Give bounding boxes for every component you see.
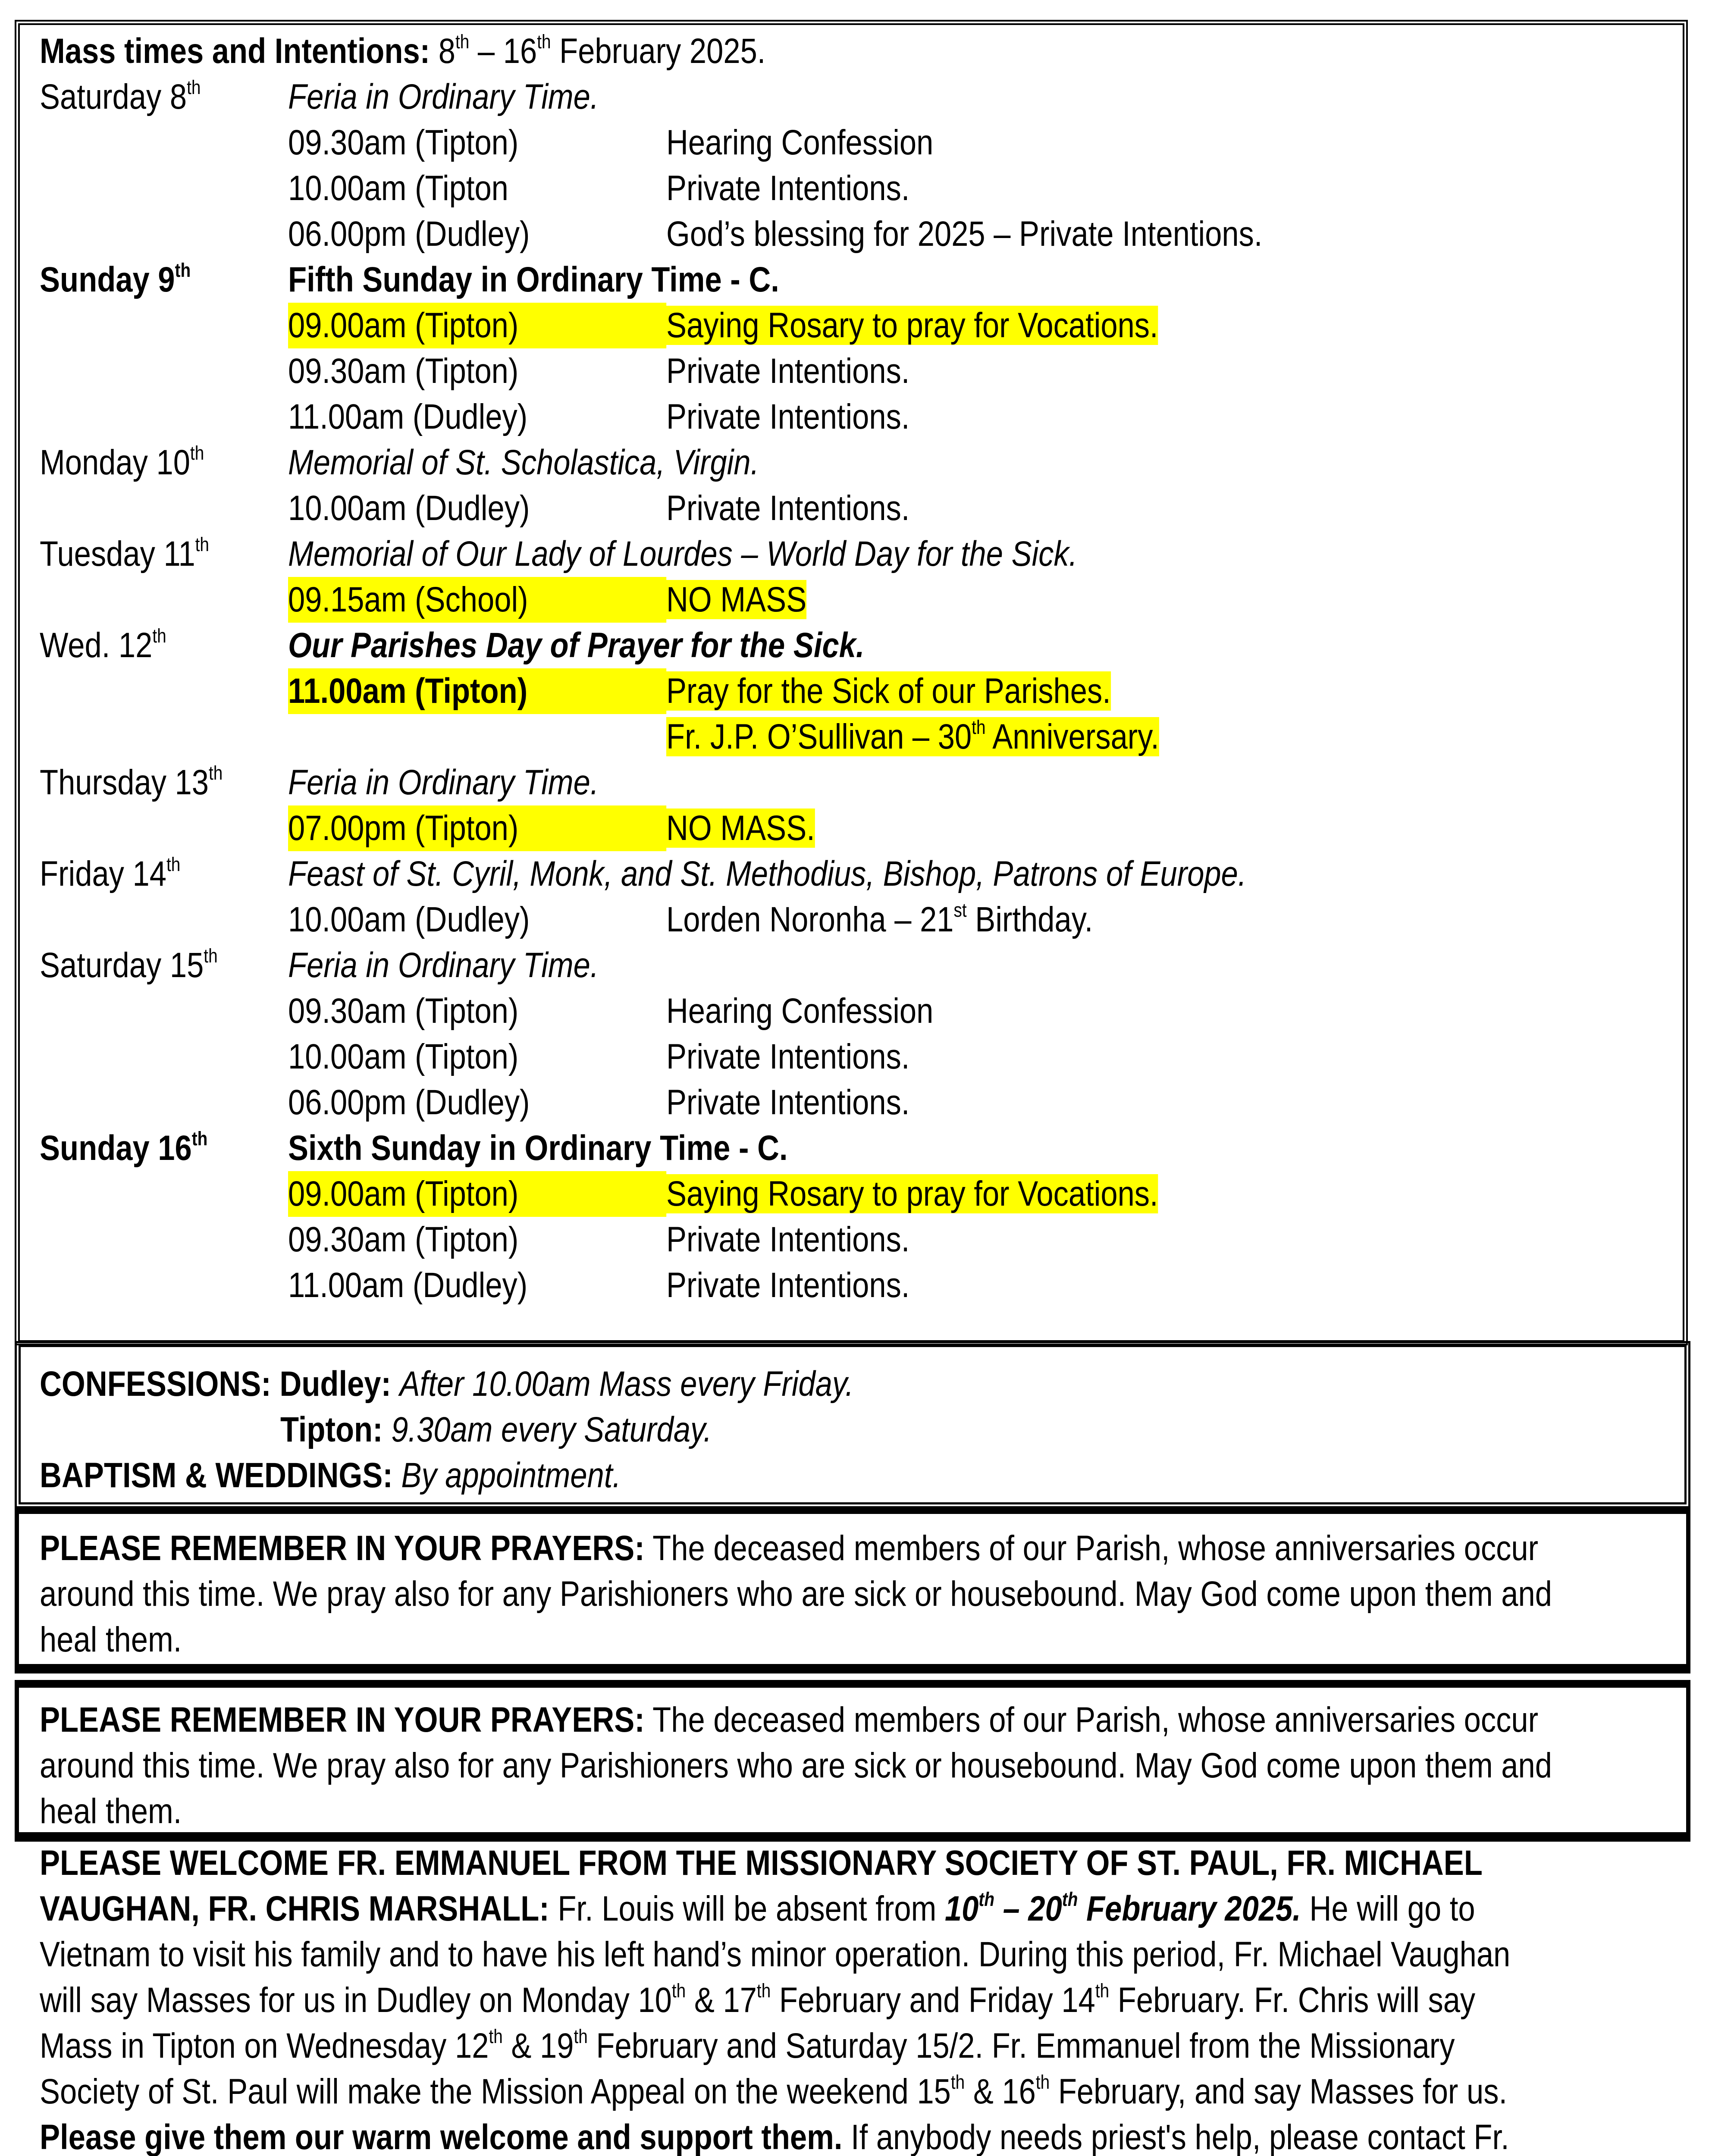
prayers-line: The deceased members of our Parish, whose anniversaries occur bbox=[652, 1529, 1539, 1568]
mass-intention-value: NO MASS. bbox=[666, 808, 815, 848]
celebration-text: Sixth Sunday in Ordinary Time - C. bbox=[288, 1128, 788, 1168]
day-name-text: Sunday 9 bbox=[40, 260, 175, 299]
mass-heading-dates: 8 bbox=[438, 31, 455, 71]
mass-time-text bbox=[288, 668, 666, 714]
mass-time bbox=[288, 897, 569, 943]
welcome-text: If anybody needs priest's help, please contact Fr. bbox=[842, 2118, 1509, 2156]
mass-intention-text bbox=[666, 486, 909, 531]
day-name-text: Sunday 16 bbox=[40, 1128, 192, 1168]
day-suffix: th bbox=[175, 259, 191, 282]
mass-time-text bbox=[288, 303, 666, 348]
celebration-text: Memorial of Our Lady of Lourdes – World Day for the Sick. bbox=[288, 534, 1078, 573]
mass-intention bbox=[666, 1217, 949, 1263]
schedule-line-text bbox=[40, 28, 765, 74]
mass-intention-text bbox=[666, 211, 1263, 257]
mass-time-text bbox=[288, 897, 530, 943]
day-suffix: th bbox=[166, 853, 181, 876]
mass-intention-value: Private Intentions. bbox=[666, 397, 910, 436]
mass-time-value: 10.00am (Dudley) bbox=[288, 900, 530, 939]
mass-time-value: 11.00am (Dudley) bbox=[288, 397, 528, 436]
prayers-text-2 bbox=[40, 1697, 1670, 1834]
mass-intention-text bbox=[666, 897, 1093, 943]
mass-intention-value: Hearing Confession bbox=[666, 991, 934, 1031]
prayers-text-1 bbox=[40, 1526, 1670, 1663]
mass-time bbox=[288, 668, 728, 714]
mass-intention bbox=[666, 577, 829, 623]
mass-intention-text bbox=[666, 394, 909, 440]
intention-suffix: th bbox=[972, 716, 986, 739]
intention-part: Birthday. bbox=[966, 900, 1093, 939]
mass-time-text bbox=[288, 1171, 666, 1217]
mass-time bbox=[288, 486, 569, 531]
mass-intention bbox=[666, 120, 977, 166]
day-suffix: th bbox=[187, 76, 201, 99]
mass-intention-value: Private Intentions. bbox=[666, 1037, 910, 1076]
day-label bbox=[40, 257, 215, 303]
celebration-text: Feria in Ordinary Time. bbox=[288, 763, 599, 802]
welcome-support-text: Please give them our warm welcome and support them. bbox=[40, 2118, 843, 2156]
mass-intention bbox=[666, 211, 1360, 257]
day-label bbox=[40, 623, 187, 668]
day-label bbox=[40, 531, 237, 577]
absence-dates: 10th – 20th February 2025. bbox=[944, 1888, 1301, 1928]
day-label bbox=[40, 760, 252, 805]
confessions-label: CONFESSIONS: bbox=[40, 1364, 271, 1404]
day-name-text: Tuesday 11 bbox=[40, 534, 195, 573]
confessions-tipton-text: 9.30am every Saturday. bbox=[391, 1410, 712, 1449]
mass-heading-label: Mass times and Intentions: bbox=[40, 31, 430, 71]
confessions-line bbox=[40, 1361, 986, 1407]
mass-intention-text bbox=[666, 988, 933, 1034]
mass-heading-dates: – 16 bbox=[469, 31, 537, 71]
mass-intention bbox=[666, 348, 949, 394]
mass-intention-text bbox=[666, 166, 909, 211]
mass-time-text bbox=[288, 394, 527, 440]
welcome-text: Fr. Louis will be absent from bbox=[549, 1889, 945, 1928]
welcome-text: He will go to bbox=[1301, 1889, 1475, 1928]
mass-time-text bbox=[288, 1034, 518, 1080]
mass-time bbox=[288, 166, 544, 211]
celebration-text: Fifth Sunday in Ordinary Time - C. bbox=[288, 260, 779, 299]
mass-intention-text bbox=[666, 577, 806, 623]
day-name-text: Thursday 13 bbox=[40, 763, 209, 802]
mass-heading-dates: th bbox=[455, 31, 470, 53]
celebration bbox=[288, 1125, 869, 1171]
prayers-line: heal them. bbox=[40, 1792, 182, 1831]
intention-part: Lorden Noronha – 21 bbox=[666, 900, 954, 939]
mass-intention-value: Private Intentions. bbox=[666, 169, 910, 208]
celebration bbox=[288, 623, 958, 668]
day-name bbox=[40, 623, 166, 668]
mass-intention-text bbox=[666, 714, 1159, 760]
mass-time-value: 11.00am (Tipton) bbox=[288, 668, 666, 714]
confessions-tipton-line bbox=[280, 1407, 782, 1453]
mass-time-text bbox=[288, 1217, 518, 1263]
mass-intention-text bbox=[666, 1217, 909, 1263]
day-name-text: Saturday 8 bbox=[40, 77, 187, 116]
celebration-text: Feria in Ordinary Time. bbox=[288, 77, 599, 116]
mass-time bbox=[288, 988, 556, 1034]
mass-intention bbox=[666, 1080, 949, 1125]
mass-intention bbox=[666, 303, 1238, 348]
celebration-text: Memorial of St. Scholastica, Virgin. bbox=[288, 443, 759, 482]
day-name bbox=[40, 440, 204, 486]
prayers-line: heal them. bbox=[40, 1620, 182, 1659]
mass-intention-value: God’s blessing for 2025 – Private Intentions. bbox=[666, 214, 1263, 254]
prayers-line: The deceased members of our Parish, whose anniversaries occur bbox=[652, 1700, 1539, 1739]
celebration bbox=[288, 440, 836, 486]
mass-time-value: 07.00pm (Tipton) bbox=[288, 805, 666, 851]
celebration-text: Feria in Ordinary Time. bbox=[288, 946, 599, 985]
day-label bbox=[40, 74, 227, 120]
mass-time-value: 10.00am (Tipton bbox=[288, 169, 508, 208]
day-name bbox=[40, 257, 191, 303]
mass-intention-text bbox=[666, 668, 1111, 714]
mass-intention bbox=[666, 805, 839, 851]
mass-intention bbox=[666, 486, 949, 531]
mass-time bbox=[288, 1080, 569, 1125]
mass-time-text bbox=[288, 120, 518, 166]
day-name-text: Monday 10 bbox=[40, 443, 190, 482]
mass-intention bbox=[666, 1034, 949, 1080]
celebration bbox=[288, 760, 649, 805]
mass-intention bbox=[666, 1263, 949, 1308]
mass-intention-value: Saying Rosary to pray for Vocations. bbox=[666, 306, 1158, 345]
day-name bbox=[40, 943, 218, 988]
intention-part: Fr. J.P. O’Sullivan – 30 bbox=[666, 717, 972, 756]
mass-intention-text bbox=[666, 120, 933, 166]
mass-time bbox=[288, 805, 728, 851]
day-suffix: th bbox=[204, 945, 218, 967]
mass-intention-value: Private Intentions. bbox=[666, 1266, 910, 1305]
mass-intention-text bbox=[666, 1034, 909, 1080]
day-name bbox=[40, 531, 209, 577]
baptism-label: BAPTISM & WEDDINGS: bbox=[40, 1456, 393, 1495]
mass-time-value: 06.00pm (Dudley) bbox=[288, 214, 530, 254]
mass-time-text bbox=[288, 211, 530, 257]
baptism-text: By appointment. bbox=[401, 1456, 621, 1495]
day-name bbox=[40, 851, 180, 897]
mass-time-text bbox=[288, 805, 666, 851]
day-suffix: th bbox=[208, 762, 223, 784]
day-name bbox=[40, 760, 223, 805]
celebration-text: Our Parishes Day of Prayer for the Sick. bbox=[288, 626, 865, 665]
mass-time-value: 09.00am (Tipton) bbox=[288, 303, 666, 348]
mass-intention-value: Private Intentions. bbox=[666, 489, 910, 528]
mass-time bbox=[288, 577, 728, 623]
day-name bbox=[40, 1125, 207, 1171]
day-label bbox=[40, 440, 231, 486]
mass-intention-value: Pray for the Sick of our Parishes. bbox=[666, 671, 1111, 711]
day-suffix: th bbox=[190, 442, 204, 464]
welcome-heading-end: VAUGHAN, FR. CHRIS MARSHALL: bbox=[40, 1889, 549, 1928]
mass-intention bbox=[666, 1171, 1238, 1217]
day-name bbox=[40, 74, 201, 120]
day-label bbox=[40, 943, 247, 988]
confessions-dudley-label: Dudley: bbox=[279, 1364, 391, 1404]
mass-intention-text bbox=[666, 1171, 1158, 1217]
mass-heading-dates: February 2025. bbox=[551, 31, 766, 71]
mass-time-value: 09.15am (School) bbox=[288, 577, 666, 623]
mass-time-text bbox=[288, 988, 518, 1034]
celebration bbox=[288, 257, 859, 303]
mass-time-value: 10.00am (Dudley) bbox=[288, 489, 530, 528]
day-suffix: th bbox=[152, 625, 166, 647]
celebration bbox=[288, 851, 1402, 897]
celebration bbox=[288, 74, 649, 120]
mass-time-text bbox=[288, 1080, 530, 1125]
mass-intention-value: Private Intentions. bbox=[666, 351, 910, 391]
mass-time-value: 09.30am (Tipton) bbox=[288, 123, 519, 162]
mass-intention-text bbox=[666, 303, 1158, 348]
mass-time bbox=[288, 1171, 728, 1217]
mass-time bbox=[288, 120, 556, 166]
mass-time-value: 06.00pm (Dudley) bbox=[288, 1083, 530, 1122]
baptism-line bbox=[40, 1453, 715, 1498]
mass-time bbox=[288, 1217, 556, 1263]
confessions-tipton-label: Tipton: bbox=[280, 1410, 383, 1449]
mass-time-value: 11.00am (Dudley) bbox=[288, 1266, 528, 1305]
mass-intention-text bbox=[666, 1080, 909, 1125]
mass-time bbox=[288, 303, 728, 348]
mass-intention bbox=[666, 166, 949, 211]
mass-heading-dates: th bbox=[537, 31, 551, 53]
mass-intention-value: Private Intentions. bbox=[666, 1220, 910, 1259]
day-name-text: Saturday 15 bbox=[40, 946, 204, 985]
mass-time bbox=[288, 1034, 556, 1080]
mass-intention-value: Saying Rosary to pray for Vocations. bbox=[666, 1174, 1158, 1213]
mass-time-text bbox=[288, 1263, 527, 1308]
mass-time bbox=[288, 394, 567, 440]
mass-time-value: 09.00am (Tipton) bbox=[288, 1171, 666, 1217]
mass-time bbox=[288, 211, 569, 257]
mass-time-value: 09.30am (Tipton) bbox=[288, 351, 519, 391]
celebration bbox=[288, 531, 1206, 577]
mass-intention-value bbox=[666, 717, 1159, 756]
mass-time-text bbox=[288, 486, 530, 531]
mass-intention-value: Hearing Confession bbox=[666, 123, 934, 162]
welcome-text: Mass in Tipton on Wednesday 12th & 19th February and Saturday 15/2. Fr. Emmanuel from the Missionary bbox=[40, 2025, 1455, 2065]
welcome-text: Vietnam to visit his family and to have his left hand’s minor operation. During this period, Fr. Michael Vaughan bbox=[40, 1935, 1511, 1974]
prayers-line: around this time. We pray also for any Parishioners who are sick or housebound. May God come upon them and bbox=[40, 1574, 1552, 1614]
mass-intention-text bbox=[666, 805, 815, 851]
prayers-label: PLEASE REMEMBER IN YOUR PRAYERS: bbox=[40, 1529, 645, 1568]
mass-intention bbox=[666, 897, 1162, 943]
mass-intention-value bbox=[666, 900, 1093, 939]
day-suffix: th bbox=[195, 533, 210, 556]
mass-intention bbox=[666, 714, 1239, 760]
mass-intention-text bbox=[666, 348, 909, 394]
mass-time-value: 09.30am (Tipton) bbox=[288, 991, 519, 1031]
day-label bbox=[40, 851, 203, 897]
day-name-text: Wed. 12 bbox=[40, 626, 153, 665]
mass-intention bbox=[666, 988, 977, 1034]
celebration bbox=[288, 943, 649, 988]
schedule-line bbox=[40, 28, 884, 74]
mass-time-value: 10.00am (Tipton) bbox=[288, 1037, 519, 1076]
welcome-text: will say Masses for us in Dudley on Monday 10th & 17th February and Friday 14th February. Fr. Chris will say bbox=[40, 1980, 1476, 2020]
celebration-text: Feast of St. Cyril, Monk, and St. Methodius, Bishop, Patrons of Europe. bbox=[288, 854, 1247, 893]
day-suffix: th bbox=[191, 1128, 208, 1150]
mass-intention-text bbox=[666, 1263, 909, 1308]
mass-time-value: 09.30am (Tipton) bbox=[288, 1220, 519, 1259]
intention-suffix: st bbox=[953, 899, 967, 921]
mass-intention-value: NO MASS bbox=[666, 580, 807, 619]
mass-time bbox=[288, 1263, 567, 1308]
mass-time-text bbox=[288, 577, 666, 623]
mass-time-text bbox=[288, 348, 518, 394]
welcome-text: Society of St. Paul will make the Mission Appeal on the weekend 15th & 16th February, and say Masses for us. bbox=[40, 2071, 1508, 2111]
intention-part: Anniversary. bbox=[985, 717, 1159, 756]
welcome-heading: PLEASE WELCOME FR. EMMANUEL FROM THE MISSIONARY SOCIETY OF ST. PAUL, FR. MICHAEL bbox=[40, 1843, 1483, 1883]
welcome-paragraph bbox=[40, 1840, 1670, 2156]
prayers-line: around this time. We pray also for any Parishioners who are sick or housebound. May God come upon them and bbox=[40, 1746, 1552, 1785]
day-label bbox=[40, 1125, 235, 1171]
mass-time bbox=[288, 348, 556, 394]
day-name-text: Friday 14 bbox=[40, 854, 166, 893]
confessions-dudley-text: After 10.00am Mass every Friday. bbox=[399, 1364, 854, 1404]
mass-time-text bbox=[288, 166, 508, 211]
mass-intention bbox=[666, 668, 1183, 714]
mass-intention bbox=[666, 394, 949, 440]
mass-intention-value: Private Intentions. bbox=[666, 1083, 910, 1122]
prayers-label: PLEASE REMEMBER IN YOUR PRAYERS: bbox=[40, 1700, 645, 1739]
